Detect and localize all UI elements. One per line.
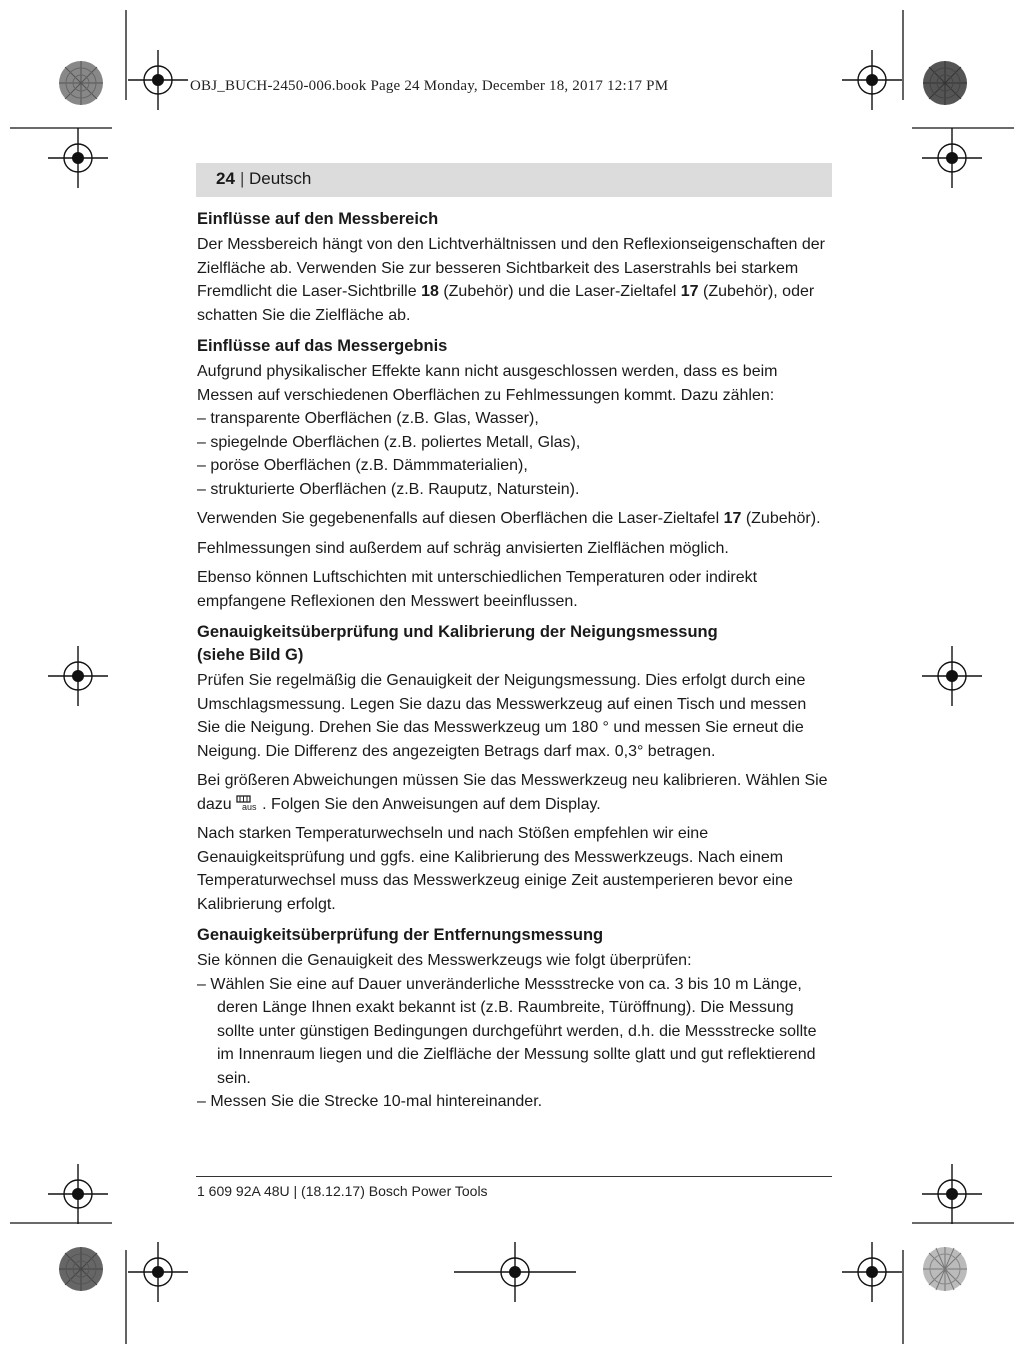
list-item: – transparente Oberflächen (z.B. Glas, Wasser), bbox=[197, 410, 539, 427]
section-distance-accuracy bbox=[197, 924, 833, 1114]
reference-number: 18 bbox=[421, 283, 439, 300]
section-measuring-result bbox=[197, 335, 833, 613]
section-heading: Genauigkeitsüberprüfung der Entfernungsmessung bbox=[197, 926, 604, 944]
paragraph: Ebenso können Luftschichten mit unterschiedlichen Temperaturen oder indirekt empfangene Reflexionen den Messwert beeinflussen. bbox=[197, 569, 758, 610]
text-run: Bei größeren Abweichungen müssen Sie das Messwerkzeug neu kalibrieren. Wählen Sie dazu bbox=[197, 772, 828, 813]
color-target-icon bbox=[922, 60, 968, 106]
text-run: (Zubehör). bbox=[741, 510, 821, 527]
color-target-icon bbox=[58, 1246, 104, 1292]
page-footer: 1 609 92A 48U | (18.12.17) Bosch Power Tools bbox=[197, 1183, 488, 1199]
language-label: Deutsch bbox=[249, 169, 312, 188]
list-item: – spiegelnde Oberflächen (z.B. poliertes Metall, Glas), bbox=[197, 433, 581, 451]
section-tilt-calibration bbox=[197, 621, 833, 916]
header-separator: | bbox=[240, 169, 245, 188]
text-run: Der Messbereich hängt von den Lichtverhältnissen und den Reflexionseigenschaften der Zielfläche ab. Verwenden Sie zur besseren Sichtbarkeit des Laserstrahls bei starkem Fremdlicht die Laser-Sichtbrille bbox=[197, 236, 825, 300]
paragraph bbox=[197, 507, 833, 531]
text-run: (Zubehör) und die Laser-Zieltafel bbox=[438, 283, 681, 300]
print-slug: OBJ_BUCH-2450-006.book Page 24 Monday, December 18, 2017 12:17 PM bbox=[190, 78, 669, 94]
main-content bbox=[197, 208, 833, 1114]
reference-number: 17 bbox=[680, 283, 699, 300]
footer-divider bbox=[196, 1176, 832, 1177]
registration-mark-icon bbox=[46, 644, 110, 708]
registration-mark-icon bbox=[920, 644, 984, 708]
registration-mark-icon bbox=[452, 1240, 578, 1304]
procedure-list bbox=[197, 973, 833, 1114]
paragraph bbox=[197, 769, 833, 816]
registration-mark-icon bbox=[46, 1162, 110, 1226]
section-heading: Einflüsse auf das Messergebnis bbox=[197, 337, 448, 355]
registration-mark-icon bbox=[840, 1240, 904, 1304]
text-run: Verwenden Sie gegebenenfalls auf diesen Oberflächen die Laser-Zieltafel bbox=[197, 510, 724, 527]
registration-mark-icon bbox=[126, 48, 190, 112]
settings-menu-icon bbox=[236, 795, 262, 811]
registration-mark-icon bbox=[46, 126, 110, 190]
text-run: . Folgen Sie den Anweisungen auf dem Display. bbox=[262, 795, 601, 813]
paragraph: Nach starken Temperaturwechseln und nach Stößen empfehlen wir eine Genauigkeitsprüfung und ggfs. eine Kalibrierung des Messwerkzeugs. Nach einem Temperaturwechsel muss das Messwerkzeug einige Zeit austemperieren bevor eine Kalibrierung erfolgt. bbox=[197, 825, 793, 913]
list-item: – Wählen Sie eine auf Dauer unveränderliche Messstrecke von ca. 3 bis 10 m Länge, deren Länge Ihnen exakt bekannt ist (z.B. Raumbreite, Türöffnung). Die Messung sollte unter günstigen Bedingungen durchgeführt werden, d.h. die Messstrecke sollte im Innenraum liegen und die Zielfläche der Messung sollte glatt und gut reflektierend sein. bbox=[197, 975, 817, 1087]
section-heading: Einflüsse auf den Messbereich bbox=[197, 210, 439, 228]
page-number: 24 bbox=[216, 169, 235, 188]
text-run: (Zubehör), oder schatten Sie die Zielfläche ab. bbox=[197, 283, 815, 324]
color-target-icon bbox=[58, 60, 104, 106]
paragraph: Aufgrund physikalischer Effekte kann nicht ausgeschlossen werden, dass es beim Messen auf verschiedenen Oberflächen zu Fehlmessungen kommt. Dazu zählen: bbox=[197, 363, 778, 404]
svg-text:aus: aus bbox=[242, 801, 257, 811]
reference-number: 17 bbox=[723, 510, 742, 527]
section-heading-figure-ref: (siehe Bild G) bbox=[197, 646, 304, 664]
list-item: – strukturierte Oberflächen (z.B. Rauputz, Naturstein). bbox=[197, 480, 580, 498]
color-target-icon bbox=[922, 1246, 968, 1292]
registration-mark-icon bbox=[920, 1162, 984, 1226]
surface-list bbox=[197, 407, 833, 501]
paragraph: Sie können die Genauigkeit des Messwerkzeugs wie folgt überprüfen: bbox=[197, 952, 692, 969]
registration-mark-icon bbox=[920, 126, 984, 190]
paragraph bbox=[197, 233, 833, 327]
list-item: – poröse Oberflächen (z.B. Dämmmaterialien), bbox=[197, 457, 528, 474]
page-header-bar bbox=[196, 163, 832, 197]
registration-mark-icon bbox=[840, 48, 904, 112]
list-item: – Messen Sie die Strecke 10-mal hintereinander. bbox=[197, 1093, 543, 1110]
registration-mark-icon bbox=[126, 1240, 190, 1304]
section-measuring-range bbox=[197, 208, 833, 327]
paragraph: Prüfen Sie regelmäßig die Genauigkeit der Neigungsmessung. Dies erfolgt durch eine Umschlagsmessung. Legen Sie dazu das Messwerkzeug auf einen Tisch und messen Sie die Neigung. Drehen Sie das Messwerkzeug um 180 ° und messen Sie erneut die Neigung. Die Differenz des angezeigten Betrags darf max. 0,3° betragen. bbox=[197, 672, 807, 760]
paragraph: Fehlmessungen sind außerdem auf schräg anvisierten Zielflächen möglich. bbox=[197, 539, 729, 557]
section-heading: Genauigkeitsüberprüfung und Kalibrierung der Neigungsmessung bbox=[197, 623, 718, 641]
